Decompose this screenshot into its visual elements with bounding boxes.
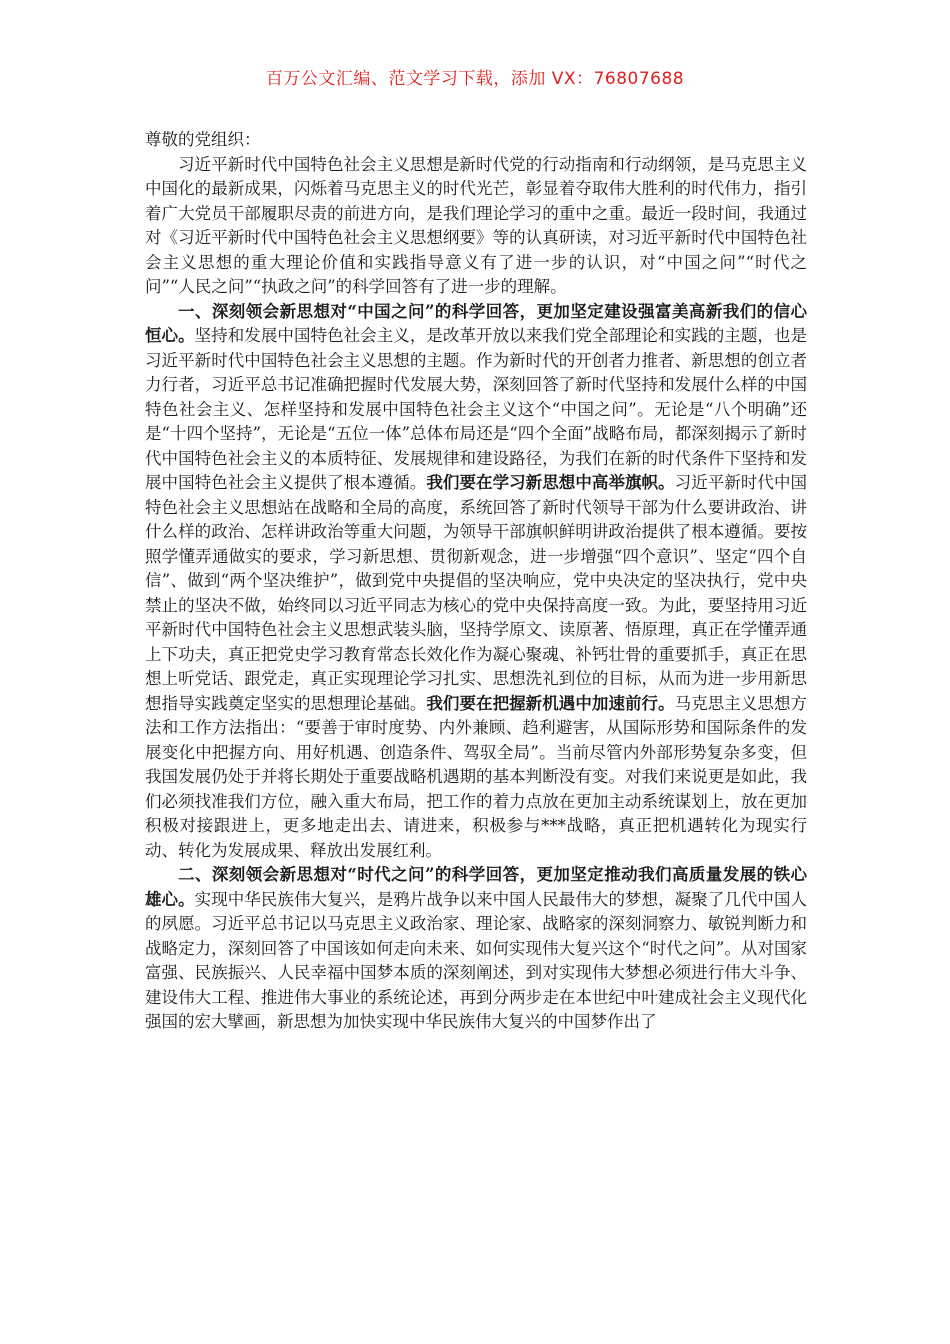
section-1-subheading-3: 我们要在把握新机遇中加速前行。 — [426, 693, 675, 713]
section-1-subheading-2: 我们要在学习新思想中高举旗帜。 — [426, 473, 675, 492]
header-banner: 百万公文汇编、范文学习下载，添加 VX：76807688 — [265, 69, 685, 89]
section-1-paragraph — [145, 300, 807, 864]
section-1-text-3: 马克思主义思想方法和工作方法指出：“要善于审时度势、内外兼顾、趋利避害，从国际形势和国际条件的发展变化中把握方向、用好机遇、创造条件、驾驭全局”。当前尽管内外部形势复杂多变，但我国发展仍处于并将长期处于重要战略机遇期的基本判断没有变。对我们来说更是如此，我们必须找准我们方位，融入重大布局，把工作的着力点放在更加主动系统谋划上，放在更加积极对接跟进上，更多地走出去、请进来，积极参与***战略，真正把机遇转化为现实行动、转化为发展成果、释放出发展红利。 — [145, 693, 808, 860]
section-1-heading: 一、深刻领会新思想对“中国之问”的科学回答，更加坚定建设强富美高新我们的信心恒心。 — [145, 301, 807, 345]
intro-paragraph: 习近平新时代中国特色社会主义思想是新时代党的行动指南和行动纲领，是马克思主义中国化的最新成果，闪烁着马克思主义的时代光芒，彰显着夺取伟大胜利的时代伟力，指引着广大党员干部履职尽责的前进方向，是我们理论学习的重中之重。最近一段时间，我通过对《习近平新时代中国特色社会主义思想纲要》等的认真研读，对习近平新时代中国特色社会主义思想的重大理论价值和实践指导意义有了进一步的认识，对“中国之问”“时代之问”“人民之问”“执政之问”的科学回答有了进一步的理解。 — [145, 154, 807, 296]
section-2-paragraph — [145, 863, 807, 1035]
salutation: 尊敬的党组织： — [145, 130, 261, 149]
section-2-heading: 二、深刻领会新思想对“时代之问”的科学回答，更加坚定推动我们高质量发展的铁心雄心。 — [145, 865, 807, 909]
section-2-text-1: 实现中华民族伟大复兴，是鸦片战争以来中国人民最伟大的梦想，凝聚了几代中国人的夙愿。习近平总书记以马克思主义政治家、理论家、战略家的深刻洞察力、敏锐判断力和战略定力，深刻回答了中国该如何走向未来、如何实现伟大复兴这个“时代之问”。从对国家富强、民族振兴、人民幸福中国梦本质的深刻阐述，到对实现伟大梦想必须进行伟大斗争、建设伟大工程、推进伟大事业的系统论述，再到分两步走在本世纪中叶建成社会主义现代化强国的宏大擘画，新思想为加快实现中华民族伟大复兴的中国梦作出了 — [145, 889, 808, 1031]
section-1-text-1: 坚持和发展中国特色社会主义，是改革开放以来我们党全部理论和实践的主题，也是习近平新时代中国特色社会主义思想的主题。作为新时代的开创者力推者、新思想的创立者力行者，习近平总书记准确把握时代发展大势，深刻回答了新时代坚持和发展什么样的中国特色社会主义、怎样坚持和发展中国特色社会主义这个“中国之问”。无论是“八个明确”还是“十四个坚持”，无论是“五位一体”总体布局还是“四个全面”战略布局，都深刻揭示了新时代中国特色社会主义的本质特征、发展规律和建设路径，为我们在新的时代条件下坚持和发展中国特色社会主义提供了根本遵循。 — [145, 326, 808, 492]
section-1-text-2: 习近平新时代中国特色社会主义思想站在战略和全局的高度，系统回答了新时代领导干部为什么要讲政治、讲什么样的政治、怎样讲政治等重大问题，为领导干部旗帜鲜明讲政治提供了根本遵循。要按照学懂弄通做实的要求，学习新思想、贯彻新观念，进一步增强“四个意识”、坚定“四个自信”、做到“两个坚决维护”，做到党中央提倡的坚决响应，党中央决定的坚决执行，党中央禁止的坚决不做，始终同以习近平同志为核心的党中央保持高度一致。为此，要坚持用习近平新时代中国特色社会主义思想武装头脑，坚持学原文、读原著、悟原理，真正在学懂弄通上下功夫，真正把党史学习教育常态长效化作为凝心聚魂、补钙壮骨的重要抓手，真正在思想上听党话、跟党走，真正实现理论学习扎实、思想洗礼到位的目标，从而为进一步用新思想指导实践奠定坚实的思想理论基础。 — [145, 473, 808, 713]
document-body — [145, 128, 807, 1035]
